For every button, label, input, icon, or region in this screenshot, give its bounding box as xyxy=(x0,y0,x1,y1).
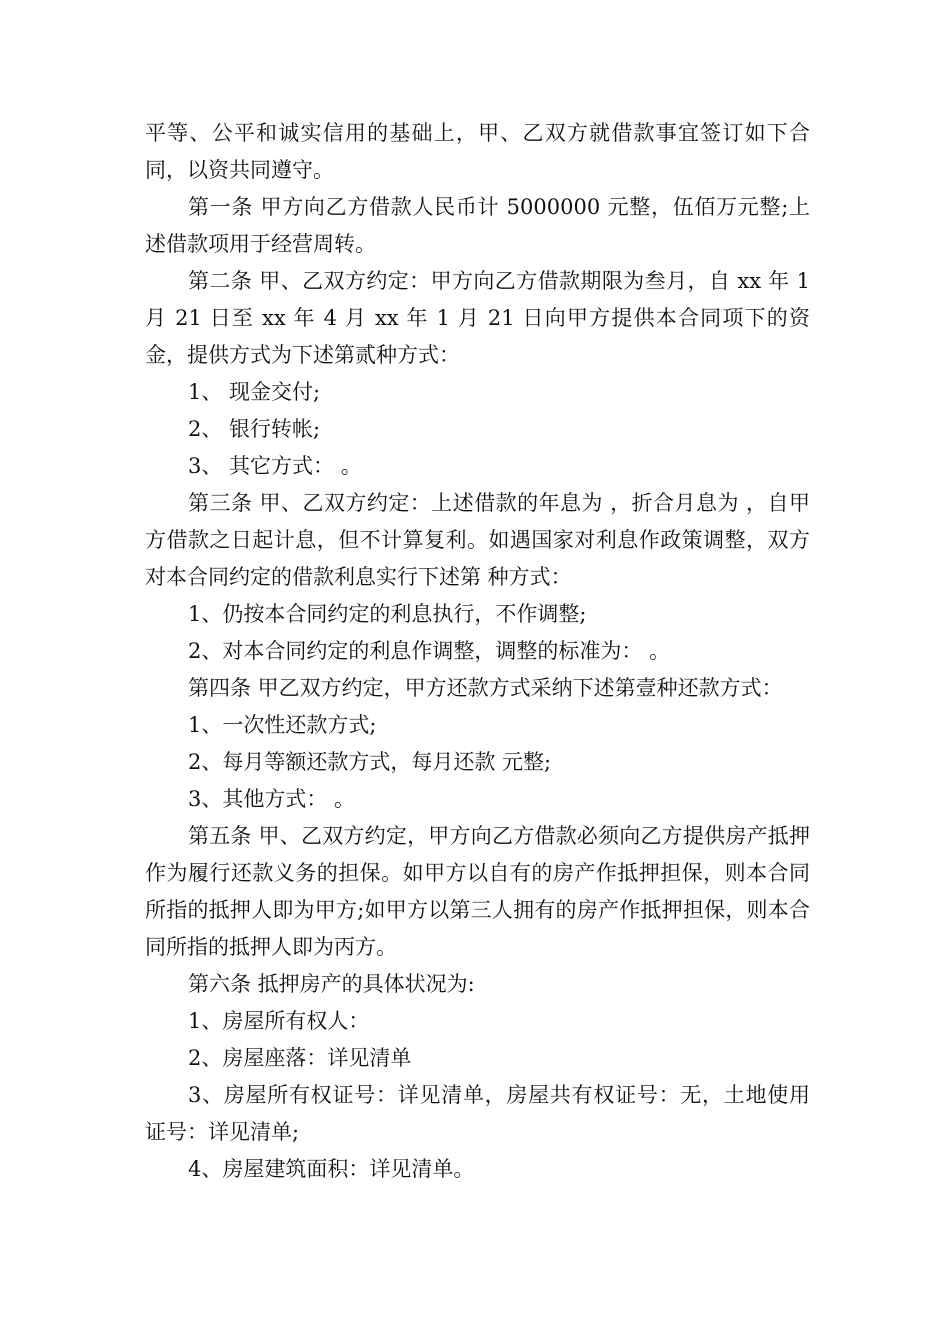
list-item: 1、 现金交付; xyxy=(188,380,321,404)
list-item: 2、每月等额还款方式，每月还款 元整; xyxy=(188,750,552,774)
list-item: 1、房屋所有权人： xyxy=(188,1009,370,1033)
list-item: 3、房屋所有权证号：详见清单，房屋共有权证号：无，土地使用证号：详见清单; xyxy=(145,1083,810,1144)
list-item: 2、房屋座落：详见清单 xyxy=(188,1046,412,1070)
paragraph-article-6: 第六条 抵押房产的具体状况为: xyxy=(188,972,475,996)
paragraph-article-5: 第五条 甲、乙双方约定，甲方向乙方借款必须向乙方提供房产抵押作为履行还款义务的担保。如甲方以自有的房产作抵押担保，则本合同所指的抵押人即为甲方;如甲方以第三人拥有的房产作抵押担保，则本合同所指的抵押人即为丙方。 xyxy=(145,824,810,959)
list-item: 1、一次性还款方式; xyxy=(188,713,377,737)
paragraph-article-1: 第一条 甲方向乙方借款人民币计 5000000 元整，伍佰万元整;上述借款项用于经营周转。 xyxy=(145,195,810,256)
list-item: 1、仍按本合同约定的利息执行，不作调整; xyxy=(188,602,587,626)
list-item: 3、 其它方式： 。 xyxy=(188,454,362,478)
paragraph-article-2: 第二条 甲、乙双方约定：甲方向乙方借款期限为叁月，自 xx 年 1 月 21 日至 xx 年 4 月 xx 年 1 月 21 日向甲方提供本合同项下的资金，提供方式为下述第贰种方式： xyxy=(145,269,817,367)
paragraph-article-3: 第三条 甲、乙双方约定：上述借款的年息为 ，折合月息为 ，自甲方借款之日起计息，但不计算复利。如遇国家对利息作政策调整，双方对本合同约定的借款利息实行下述第 种方式： xyxy=(145,491,810,589)
paragraph-article-4: 第四条 甲乙双方约定，甲方还款方式采纳下述第壹种还款方式： xyxy=(188,676,783,700)
list-item: 2、对本合同约定的利息作调整，调整的标准为： 。 xyxy=(188,639,671,663)
list-item: 3、其他方式： 。 xyxy=(188,787,356,811)
document-body xyxy=(145,115,817,1188)
list-item: 4、房屋建筑面积：详见清单。 xyxy=(188,1157,475,1181)
paragraph-preamble: 平等、公平和诚实信用的基础上，甲、乙双方就借款事宜签订如下合同，以资共同遵守。 xyxy=(145,121,810,182)
list-item: 2、 银行转帐; xyxy=(188,417,321,441)
